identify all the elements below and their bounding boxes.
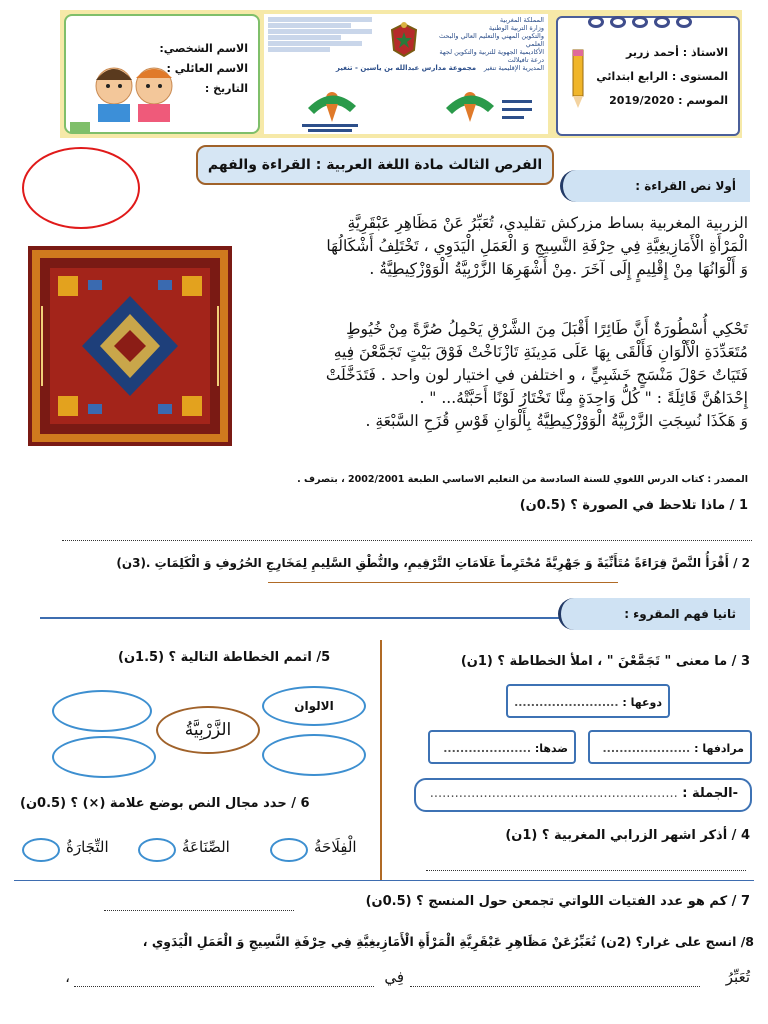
- question-3: 3 / ما معنى " تَجَمَّعْنَ " ، املأ الخطاطة ؟ (1ن): [460, 654, 750, 669]
- student-name-label: الاسم الشخصي:: [159, 42, 248, 55]
- level-row: [596, 70, 728, 83]
- text-line: مُتَعَدِّدَةِ الْأَلْوَانِ فَأَلْقَى بِهَا عَلَى مَدِينَةِ تَازْنَاخْتْ فَوْقَ بَيْتٍ تَجَمَّعْنَ فِيهِ: [333, 343, 748, 361]
- level-value: الرابع ابتدائي: [596, 70, 668, 83]
- question-1: 1 / ماذا تلاحظ في الصورة ؟ (0.5ن): [519, 498, 748, 513]
- school-logo-2: [424, 78, 540, 134]
- date-label: التاريخ :: [204, 82, 248, 95]
- question-2: 2 / أَقْرَأُ النَّصَّ قِرَاءَةً مُتَأَنِّيَةً وَ جَهْرِيَّةً مُحْتَرِماً عَلَامَاتِ التَّرْقِيمِ، والنُّطْقِ السَّلِيمِ لِمَخَارِجِ الحُرُوفِ وَ الْكَلِمَاتِ .(3ن): [116, 556, 750, 570]
- pencil-icon: [564, 48, 592, 110]
- answer-line-4[interactable]: [426, 870, 746, 871]
- context-label: دوعها :: [622, 696, 662, 709]
- season-value: 2019/2020: [609, 94, 675, 107]
- synonym-box[interactable]: مرادفها : .....................: [588, 730, 752, 764]
- completion-blank-2[interactable]: [74, 986, 374, 987]
- completion-blank-1[interactable]: [410, 986, 700, 987]
- diagram-center: [156, 706, 260, 754]
- carpet-image: [28, 246, 232, 446]
- diagram-node-empty[interactable]: [262, 734, 366, 776]
- moroccan-coat-of-arms-icon: [386, 20, 422, 60]
- option-checkbox[interactable]: [270, 838, 308, 862]
- level-label: المستوى :: [671, 70, 728, 83]
- question-4: 4 / أذكر اشهر الزرابي المغربية ؟ (1ن): [505, 828, 750, 843]
- season-label: الموسم :: [678, 94, 728, 107]
- antonym-label: ضدها:: [534, 742, 568, 755]
- teacher-notebook: [556, 16, 740, 136]
- ministry-line: الأكاديمية الجهوية للتربية والتكوين لجهة درعة تافيلالت: [439, 48, 544, 64]
- ministry-header: [264, 14, 548, 134]
- section-divider-thin: [14, 880, 754, 881]
- option-checkbox[interactable]: [22, 838, 60, 862]
- notebook-frame: [556, 16, 740, 136]
- question-7: 7 / كم هو عدد الفتيات اللواتي تجمعن حول المنسج ؟ (0.5ن): [365, 894, 750, 909]
- text-line: وَ أَلْوَانُهَا مِنْ إِقْلِيمٍ إِلَى آخَرَ .مِنْ أَشْهَرِهَا الزَّرْبِيَّةُ الْوَوْزْكِيطِيَّةُ .: [369, 260, 748, 278]
- teacher-name: : أحمد زرير: [625, 46, 688, 59]
- antonym-box[interactable]: ضدها: .....................: [428, 730, 576, 764]
- ministry-line: المملكة المغربية: [499, 16, 544, 24]
- text-line: الزربية المغربية بساط مزركش تقليدي، تُعَبِّرُ عَنْ مَظَاهِرِ عَبْقَرِيَّةِ: [347, 214, 748, 232]
- page-title: الفرص الثالث مادة اللغة العربية : القراءة والفهم: [196, 145, 554, 185]
- text-line: الْمَرْأَةِ الْأَمَازِيغِيَّةِ فِي حِرْفَةِ النَّسِيجِ وَ الْعَمَلِ الْيَدَوِي ، تَخْتَلِفُ أَشْكَالُهَا: [326, 237, 748, 255]
- family-name-label: الاسم العائلي :: [166, 62, 248, 75]
- reading-paragraph-1: [238, 212, 748, 281]
- diagram-node-label: الالوان: [294, 699, 334, 713]
- option-agriculture: الْفِلَاحَةُ: [314, 838, 357, 856]
- column-divider: [380, 640, 382, 880]
- diagram-node-empty[interactable]: [52, 736, 156, 778]
- grade-circle: [22, 147, 140, 229]
- kids-illustration: [84, 28, 184, 90]
- diagram-center-label: الزَّرْبِيَّةُ: [184, 720, 232, 740]
- section-tab-reading: [560, 170, 750, 202]
- section-tab-label: أولا نص القراءة :: [635, 179, 736, 193]
- teacher-label: الاستاذ: [690, 46, 728, 59]
- notebook-rings: [588, 16, 692, 28]
- sentence-box[interactable]: -الجملة : ............................................................: [414, 778, 752, 812]
- section-tab-label: ثانيا فهم المقروء :: [624, 607, 736, 621]
- completion-start: تُعَبِّرُ: [725, 968, 750, 986]
- context-box[interactable]: دوعها : .........................: [506, 684, 670, 718]
- domain-options: [20, 836, 380, 864]
- option-checkbox[interactable]: [138, 838, 176, 862]
- diagram-node-empty[interactable]: [52, 690, 152, 732]
- text-line: تَحْكِي أُسْطُورَةٌ أَنَّ طَائِرًا أَقْبَلَ مِنَ الشَّرْقِ يَحْمِلُ صُرَّةً مِنْ خُيُوطٍ: [346, 320, 748, 338]
- sentence-label: -الجملة :: [682, 786, 738, 801]
- completion-middle: فِي: [384, 968, 404, 986]
- ministry-line: المديرية الإقليمية تنغير: [483, 64, 544, 72]
- divider-short: [268, 582, 618, 583]
- question-5: 5/ اتمم الخطاطة التالية ؟ (1.5ن): [118, 650, 331, 665]
- question-6: 6 / حدد مجال النص بوضع علامة (×) ؟ (0.5ن): [20, 796, 310, 811]
- school-logo-1: [272, 78, 388, 134]
- completion-line: [60, 968, 750, 994]
- diagram-node-colors: [262, 686, 366, 726]
- option-trade: التِّجَارَةُ: [66, 838, 109, 856]
- network-line: مجموعة مدارس عبدالله بن ياسين - تنغير: [335, 64, 477, 72]
- reading-paragraph-2: [238, 318, 748, 433]
- ministry-line: وزارة التربية الوطنية: [488, 24, 544, 32]
- synonym-label: مرادفها :: [694, 742, 744, 755]
- answer-line-1[interactable]: [62, 540, 752, 541]
- answer-line-7[interactable]: [104, 910, 294, 911]
- section-tab-comprehension: [558, 598, 750, 630]
- text-line: فَتَيَاتٌ حَوْلَ مَنْسَجٍ خَشَبِيٍّ ، و اختلفن في اختيار لون واحد . فَتَدَخَّلَتْ: [325, 366, 748, 384]
- student-info-card: [64, 14, 260, 134]
- season-row: [609, 94, 728, 107]
- green-logo: [70, 122, 90, 132]
- completion-end: ،: [65, 968, 70, 986]
- ministry-line: والتكوين المهني والتعليم العالي والبحث العلمي: [438, 32, 544, 48]
- text-line: وَ هَكَذَا نُسِجَتِ الزَّرْبِيَّةُ الْوَوْزْكِيطِيَّةُ بِأَلْوَانِ قَوْسِ قُزَحِ السَّبْعَةِ .: [365, 412, 748, 430]
- text-line: إِحْدَاهُنَّ قَائِلَةً : " كُلُّ وَاحِدَةٍ مِنَّا تَخْتَارُ لَوْنًا أَحَبَّتْهُ... " .: [419, 389, 748, 407]
- teacher-row: [626, 46, 728, 59]
- option-industry: الصِّنَاعَةُ: [182, 838, 230, 856]
- question-8: 8/ انسج على غرار؟ (2ن) تُعَبِّرُعَنْ مَظَاهِرِ عَبْقَرِيَّةِ الْمَرْأَةِ الْأَمَازِيغِيَّةِ فِي حِرْفَةِ النَّسِيجِ وَ الْعَمَلِ الْيَدَوِي ،: [142, 934, 754, 949]
- text-source: المصدر : كتاب الدرس اللغوي للسنة السادسة من التعليم الاساسي الطبعة 2002/2001 ، بتصرف .: [297, 474, 748, 485]
- section-divider: [40, 617, 560, 619]
